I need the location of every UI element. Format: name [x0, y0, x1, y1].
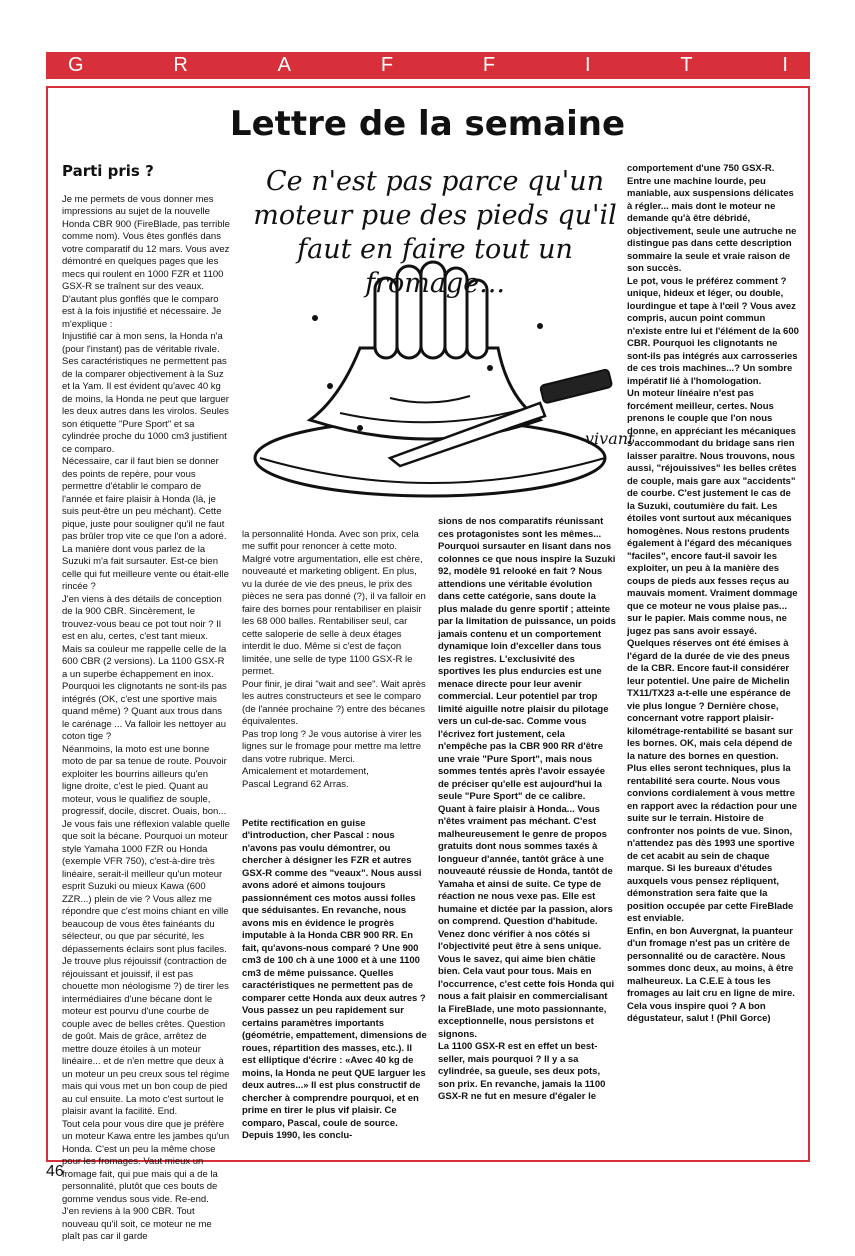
- letter-heading: Parti pris ?: [62, 161, 154, 180]
- page-number: 46: [46, 1163, 64, 1180]
- letter-text-1: Je me permets de vous donner mes impressions au sujet de la nouvelle Honda CBR 900 (FireBlade, pas terrible comme nom). Vous êtes gonflés dans votre comparatif du 12 mars. Vous avez démontré en quelques pages que les mecs qui roulent en 1000 FZR et 1100 GSX-R se traînent sur des veaux. D'autant plus gonflés que le comparo est à la fois injustifié et nécessaire. Je m'explique : Injustifié car à mon sens, la Honda n'a (pour l'instant) pas de véritable rivale. Ses caractéristiques ne permettent pas de la comparer objectivement à la Suz et la Yam. Il est évident qu'avec 40 kg de moins, la Honda ne peut que larguer les deux autres dans les virolos. Seules son étiquette "Pure Sport" et sa cylindrée proche du 1000 cm3 justifient ce comparo. Nécessaire, car il faut bien se donner des points de repère, pour vous permettre d'établir le comparo de l'année et faire plaisir à Honda (là, je suis peut-être un peu méchant). Cette pique, juste pour souligner qu'il ne faut pas brûler trop vite ce que l'on a adoré. La manière dont vous parlez de la Suzuki m'a fait sursauter. Est-ce bien celle qui fut meilleure vente ou était-elle rincée ? J'en viens à des détails de conception de la 900 CBR. Sincèrement, le trouvez-vous beau ce pot tout noir ? Il est en alu, certes, c'est tant mieux. Mais sa couleur me rappelle celle de la 600 CBR (2 versions). La 1100 GSX-R a un superbe échappement en inox. Pourquoi les clignotants ne sont-ils pas intégrés (OK, c'est une sportive mais quand même) ? Quant aux trous dans le carénage ... Va falloir les nettoyer au coton tige ? Néanmoins, la moto est une bonne moto de par sa tenue de route. Pouvoir exploiter les bourrins ailleurs qu'en ligne droite, c'est le pied. Quant au moteur, vous le qualifiez de souple, progressif, docile, discret. Ouais, bon... Je vous fais une réflexion valable quelle que soit la bécane. Pourquoi un moteur style Yamaha 1000 FZR ou Honda (exemple VFR 750), c'est-à-dire très linéaire, serait-il meilleur qu'un moteur esprit Suzuki ou mieux Kawa (600 ZZR...) plein de vie ? Vous allez me répondre que c'est moins chiant en ville beaucoup de vous êtes fainéants du sélecteur, ou que par sécurité, les dépassements éclairs sont plus faciles. Je trouve plus réjouissif (contraction de réjouissant et jouissif, il est pas chouette mon néologisme ?) de tirer les intermédiaires d'une bécane dont le moteur est pourvu d'une courbe de couple avec de belles crêtes. Question de goût. Mais de grâce, arrêtez de mettre douze étoiles à un moteur linéaire... et de n'en mettre que deux à un moteur un peu creux sous tel régime mais qui vous met un bon coup de pied au cul ensuite. La moto c'est surtout le plaisir avant la facilité. End. Tout cela pour vous dire que je préfère un moteur Kawa entre les jambes qu'un Honda. C'est un peu la même chose pour les fromages. Vaut mieux un fromage fait, qui pue mais qui a de la personnalité, plutôt que ces bouts de gomme vendus sous vide. Re-end. J'en reviens à la 900 CBR. Tout nouveau qu'il soit, ce moteur ne me plaît pas car il garde: [62, 193, 230, 1242]
- illustration-caption: Ce n'est pas parce qu'un moteur pue des pieds qu'il faut en faire tout un fromage...: [253, 166, 617, 299]
- editor-reply: Petite rectification en guise d'introduction, cher Pascal : nous n'avons pas voulu démontrer, ou chercher à désigner les FZR et autres GSX-R comme des "veaux". Nous aussi avons adoré et aimons toujours passionnément ces motos aussi folles que séduisantes. En revanche, nous avons mis en évidence le progrès imputable à la Honda CBR 900 RR. En fait, qu'avons-nous comparé ? Une 900 cm3 de 100 ch à une 1000 et à une 1100 cm3 de même puissance. Quelles caractéristiques ne permettent pas de comparer cette Honda aux deux autres ? Vous passez un peu rapidement sur certains paramètres importants (géométrie, empattement, dimensions de roues, répartition des masses, etc.). Il est elliptique d'écrire : «Avec 40 kg de moins, la Honda ne peut QUE larguer les deux autres...» Il est plus constructif de chercher à comprendre pourquoi, et en prime en tirer le plus vif plaisir. Ce comparo, Pascal, coule de source. Depuis 1990, les conclu-: [242, 817, 427, 1141]
- letter-column-2: [242, 516, 428, 1156]
- artist-signature: vivant: [585, 429, 635, 448]
- letter-text-2: la personnalité Honda. Avec son prix, cela me suffit pour renoncer à cette moto. Malgré votre argumentation, elle est chère, nouveauté et marketing obligent. En plus, vu la durée de vie des pneus, le prix des pièces ne sera pas donné (?), il va falloir en faire des bornes pour rentabiliser en plaisir les 68 000 balles. Rentabiliser seul, car cette saloperie de selle à deux étages interdit le duo. Même si c'est de façon limitée, une selle de type 1100 GSX-R le permet. Pour finir, je dirai "wait and see". Wait après les autres constructeurs et see le comparo (de l'année prochaine ?) entre des bécanes équivalentes. Pas trop long ? Je vous autorise à virer les lignes sur le fromage pour mettre ma lettre dans votre rubrique. Merci. Amicalement et motardement, Pascal Legrand 62 Arras.: [242, 528, 426, 790]
- letter-column-1: [62, 152, 230, 1242]
- banner-letter: I: [584, 54, 591, 76]
- banner-letter: F: [482, 54, 496, 76]
- banner-letter: R: [173, 54, 188, 76]
- letter-column-3: sions de nos comparatifs réunissant ces protagonistes sont les mêmes... Pourquoi sursauter en lisant dans nos colonnes ce que nous inspire la Suzuki 92, modèle 91 relooké en fait ? Nous attendions une véritable évolution dans cette catégorie, sans doute la plus malade du genre sportif ; atteinte par la limitation de puissance, un poids jamais contenu et un comportement dynamique loin d'exceller dans tous les registres. L'exclusivité des sportives les plus endurcies est une menace directe pour leur avenir commercial. Leur potentiel par trop limité aiguille notre plaisir du pilotage vers un cul-de-sac. Comme vous l'écrivez fort justement, cela n'empêche pas la CBR 900 RR d'être une vraie "Pure Sport", mais nous sommes tentés après l'avoir essayée de préciser qu'elle est aujourd'hui la seule "Pure Sport" de ce calibre. Quant à faire plaisir à Honda... Vous n'êtes vraiment pas méchant. C'est malheureusement le genre de propos gratuits dont nous sommes taxés à longueur d'année, tantôt grâce à une nouveauté réussie de Honda, tantôt de Yamaha et ainsi de suite. Ce type de réaction ne nous vexe pas. Elle est humaine et dictée par la passion, alors on comprend. Question d'habitude. Venez donc vérifier à nos côtés si l'objectivité peut être à sens unique. Vous le savez, qui aime bien châtie bien. Cela vaut pour tous. Mais en l'occurrence, c'est cette fois Honda qui nous a fait plaisir en commercialisant la FireBlade, une moto passionnante, exceptionnelle, nous persistons et signons. La 1100 GSX-R est en effet un best-seller, mais pourquoi ? Il y a sa cylindrée, sa gueule, ses deux pots, son prix. En revanche, jamais la 1100 GSX-R ne fut en mesure d'égaler le: [438, 516, 616, 1102]
- section-banner: [46, 52, 810, 79]
- banner-letter: F: [380, 54, 394, 76]
- banner-letter: T: [680, 54, 693, 76]
- letter-column-4: comportement d'une 750 GSX-R. Entre une machine lourde, peu maniable, aux suspensions délicates à régler... mais dont le moteur ne demande qu'à être débridé, objectivement, seule une autruche ne distingue pas dans cette description sommaire la seule et vraie raison de son succès. Le pot, vous le préférez comment ? unique, hideux et léger, ou double, lourdingue et tape à l'œil ? Vous avez compris, aucun point commun n'existe entre lui et l'élément de la 600 CBR. Pourquoi les clignotants ne sont-ils pas intégrés aux carrosseries de ces trois machines...? Un sombre impératif lié à l'homologation. Un moteur linéaire n'est pas forcément meilleur, certes. Nous prenons le couple que l'on nous donne, en appréciant les mécaniques s'accommodant du bridage sans rien laisser paraître. Nous trouvons, nous aussi, "réjouissives" les belles crêtes de couple, mais gare aux "accidents" de courbe. C'est justement le cas de la Suzuki, coutumière du fait. Les étoiles vont surtout aux mécaniques homogènes. Nous restons prudents également à l'égard des mécaniques "faciles", encore faut-il savoir les exploiter, un peu à la manière des coups de pieds aux fesses reçus au mauvais moment. Vraiment dommage que ce moteur ne vous plaise pas... sur le papier. Mais comme nous, ne jugez pas sans avoir essayé. Quelques réserves ont été émises à l'égard de la durée de vie des pneus de la CBR. Encore faut-il considérer leur potentiel. Une paire de Michelin TX11/TX23 a-t-elle une espérance de vie plus longue ? Dernière chose, concernant votre rapport plaisir-kilométrage-rentabilité se basant sur les bornes. OK, mais cela dépend de la nature des bornes en question. Plus elles seront techniques, plus la rentabilité sera courte. Nous vous convions cordialement à vous mettre en rapport avec la rédaction pour une suite sur le terrain. Histoire de confronter nos points de vue. Sinon, n'attendez pas dès 1993 une sportive de cet acabit au sein de chaque marque. Si les bureaux d'études auxquels vous pensez répliquent, démonstration sera faite que la position occupée par cette FireBlade est enviable. Enfin, en bon Auvergnat, la puanteur d'un fromage n'est pas un critère de personnalité ou de caractère. Nous sommes donc deux, au moins, à être malheureux. La C.E.E à tous les fromages au lait cru en ligne de mire. Cela vous inspire quoi ? A bon dégustateur, salut ! (Phil Gorce): [627, 163, 799, 1024]
- banner-letter: G: [68, 54, 84, 76]
- banner-letter: A: [277, 54, 292, 76]
- page-title: Lettre de la semaine: [229, 104, 626, 144]
- banner-letter: I: [782, 54, 788, 76]
